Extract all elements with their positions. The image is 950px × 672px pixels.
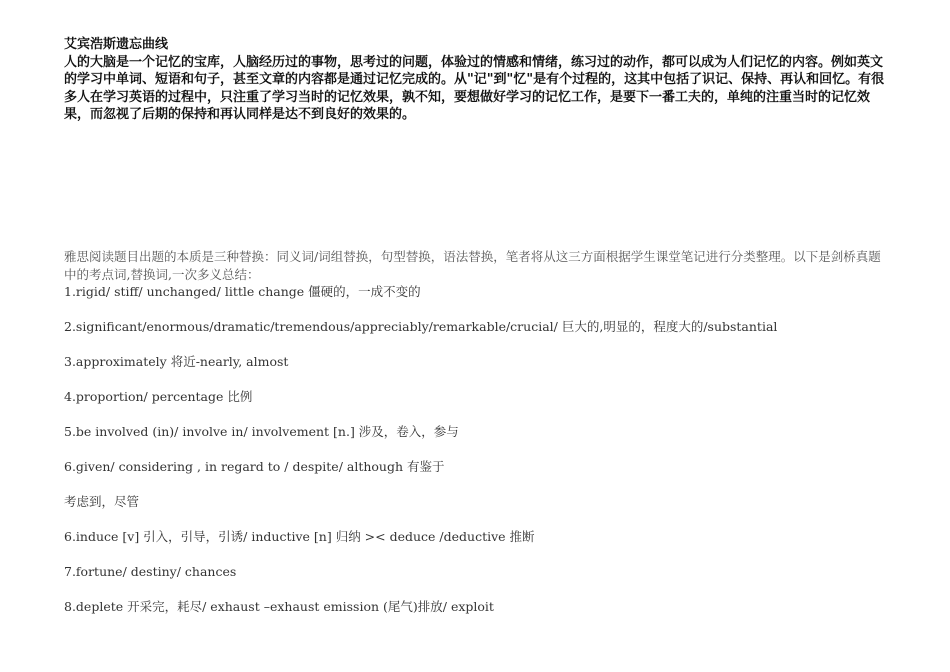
note-line: 7.fortune/ destiny/ chances: [64, 564, 237, 580]
note-line: 6.induce [v] 引入，引导，引诱/ inductive [n] 归纳 >< deduce /deductive 推断: [64, 529, 535, 545]
note-line: 8.deplete 开采完，耗尽/ exhaust –exhaust emission (尾气)排放/ exploit: [64, 599, 494, 615]
section-title: 艾宾浩斯遗忘曲线: [64, 37, 169, 52]
section-paragraph: 人的大脑是一个记忆的宝库，人脑经历过的事物，思考过的问题，体验过的情感和情绪，练习过的动作，都可以成为人们记忆的内容。例如英文的学习中单词、短语和句子，甚至文章的内容都是通过记忆完成的。从"记"到"忆"是有个过程的，这其中包括了识记、保持、再认和回忆。有很多人在学习英语的过程中，只注重了学习当时的记忆效果，孰不知，要想做好学习的记忆工作，是要下一番工夫的，单纯的注重当时的记忆效果，而忽视了后期的保持和再认同样是达不到良好的效果的。: [64, 54, 885, 123]
document-page: [64, 36, 888, 615]
ebbinghaus-section: [64, 36, 888, 124]
note-line: 2.significant/enormous/dramatic/tremendous/appreciably/remarkable/crucial/ 巨大的,明显的，程度大的/substantial: [64, 319, 778, 335]
note-line: 3.approximately 将近-nearly, almost: [64, 354, 289, 370]
note-line: 1.rigid/ stiff/ unchanged/ little change 僵硬的，一成不变的: [64, 284, 421, 300]
note-line: 考虑到，尽管: [64, 494, 140, 510]
notes-intro: 雅思阅读题目出题的本质是三种替换：同义词/词组替换，句型替换，语法替换，笔者将从这三方面根据学生课堂笔记进行分类整理。以下是剑桥真题中的考点词,替换词,一次多义总结：: [64, 249, 881, 282]
note-line: 6.given/ considering , in regard to / despite/ although 有鉴于: [64, 459, 445, 475]
note-line: 4.proportion/ percentage 比例: [64, 389, 253, 405]
note-line: 5.be involved (in)/ involve in/ involvement [n.] 涉及，卷入，参与: [64, 424, 459, 440]
ielts-notes-section: [64, 248, 888, 633]
